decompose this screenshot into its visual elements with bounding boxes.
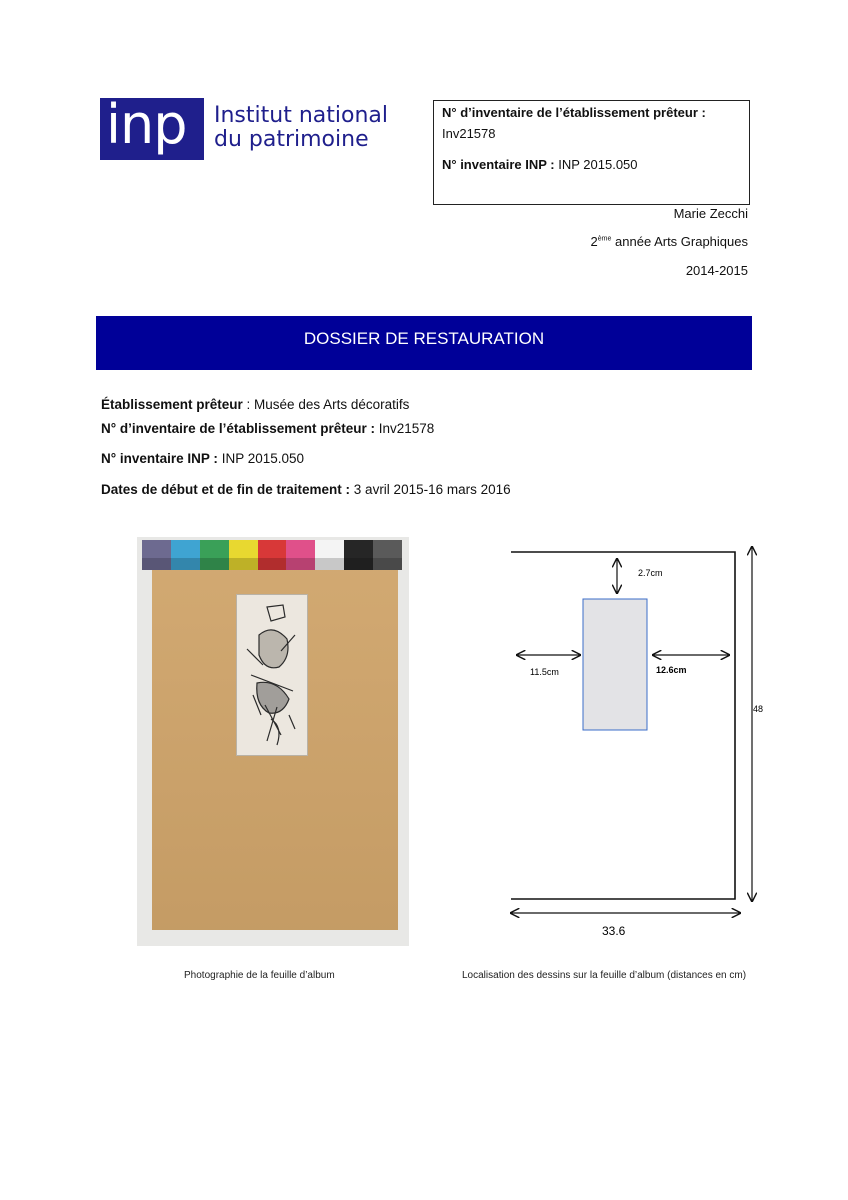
location-diagram	[500, 535, 770, 940]
inventory-box	[433, 100, 750, 205]
logo-mark-text: inp	[106, 93, 187, 156]
color-patch	[142, 540, 171, 570]
lender-inv-value: Inv21578	[374, 421, 435, 436]
top-distance-label: 2.7cm	[638, 568, 663, 578]
dates-label: Dates de début et de fin de traitement :	[101, 482, 351, 497]
width-label: 33.6	[602, 924, 626, 938]
logo-line-1: Institut national	[214, 103, 388, 128]
photo-caption: Photographie de la feuille d’album	[184, 970, 335, 981]
info-dates	[101, 482, 511, 497]
diagram-caption: Localisation des dessins sur la feuille d’album (distances en cm)	[462, 970, 747, 981]
academic-period: 2014-2015	[685, 263, 748, 278]
inp-inventory-value: INP 2015.050	[558, 157, 638, 172]
color-patch	[171, 540, 200, 570]
establishment-label: Établissement prêteur	[101, 397, 243, 412]
color-patch	[229, 540, 258, 570]
establishment-value: : Musée des Arts décoratifs	[242, 397, 410, 412]
program-name: année Arts Graphiques	[611, 234, 748, 249]
author-name: Marie Zecchi	[673, 206, 748, 221]
year-number: 2	[590, 234, 598, 249]
logo-line-2: du patrimoine	[214, 127, 369, 152]
lender-inv-label: N° d’inventaire de l’établissement prêteur :	[101, 421, 375, 436]
left-distance-label: 11.5cm	[530, 667, 559, 677]
right-distance-label: 12.6cm	[656, 665, 687, 675]
color-patch	[373, 540, 402, 570]
color-calibration-chart	[142, 540, 402, 570]
color-patch	[344, 540, 373, 570]
info-inp-inventory	[101, 451, 304, 466]
color-patch	[315, 540, 344, 570]
engraved-drawing	[236, 594, 308, 756]
info-establishment	[101, 397, 409, 412]
inp-inv-value: INP 2015.050	[217, 451, 305, 466]
height-label: 48	[753, 704, 764, 714]
inp-inventory-line	[442, 157, 741, 172]
title-banner: DOSSIER DE RESTAURATION	[96, 316, 752, 370]
author-program	[591, 234, 748, 249]
inp-inventory-label: N° inventaire INP :	[442, 157, 555, 172]
year-superscript: ème	[597, 235, 612, 243]
lender-inventory-label: N° d’inventaire de l’établissement prêteur :	[442, 105, 706, 120]
info-lender-inventory	[101, 421, 434, 436]
color-patch	[286, 540, 315, 570]
dates-value: 3 avril 2015-16 mars 2016	[350, 482, 511, 497]
drawing-location-rect	[583, 599, 647, 730]
inp-logo-mark	[100, 93, 204, 160]
logo-text	[214, 104, 388, 152]
color-patch	[258, 540, 287, 570]
lender-inventory-value: Inv21578	[442, 126, 496, 141]
color-patch	[200, 540, 229, 570]
inp-inv-label: N° inventaire INP :	[101, 451, 218, 466]
drawing-sketch-icon	[237, 595, 307, 755]
